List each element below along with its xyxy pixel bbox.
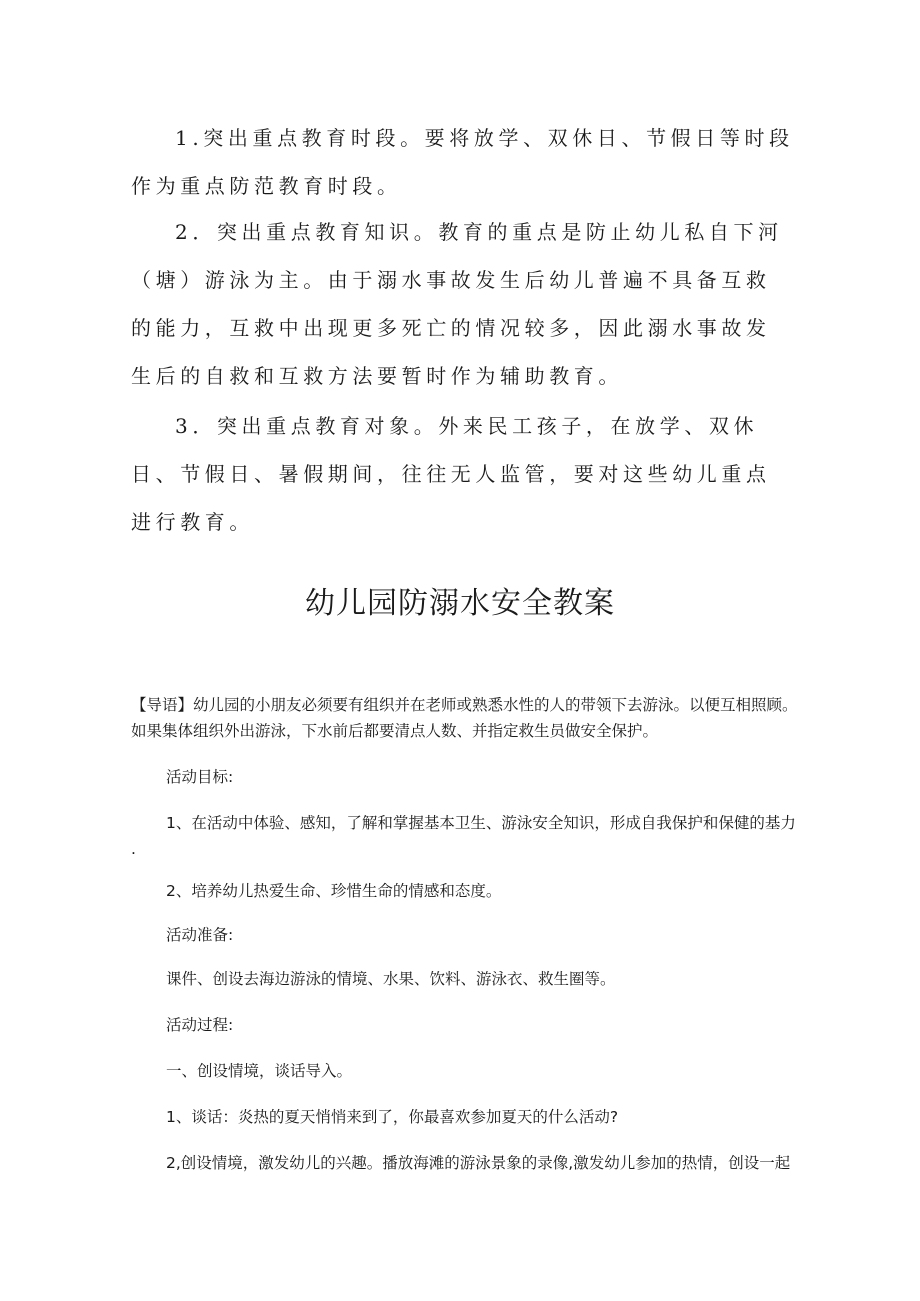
- goal-item-1-tail: .: [131, 840, 136, 858]
- process-step-1: 一、创设情境，谈话导入。: [166, 1062, 353, 1080]
- prep-heading: 活动准备:: [166, 926, 234, 944]
- goal-item-1: 1、在活动中体验、感知，了解和掌握基本卫生、游泳安全知识，形成自我保护和保健的基力: [166, 814, 796, 832]
- prep-text: 课件、创设去海边游泳的情境、水果、饮料、游泳衣、救生圈等。: [166, 970, 616, 988]
- process-heading: 活动过程:: [166, 1016, 234, 1034]
- process-step-1-1: 1、谈话：炎热的夏天悄悄来到了，你最喜欢参加夏天的什么活动?: [166, 1108, 619, 1126]
- paragraph-text: 3．突出重点教育对象。外来民工孩子，在放学、双休日、节假日、暑假期间，往往无人监管，要对这些幼儿重点进行教育。: [131, 414, 771, 534]
- paragraph-text: 1.突出重点教育时段。要将放学、双休日、节假日等时段作为重点防范教育时段。: [131, 126, 794, 198]
- paragraph-focus-target: [131, 402, 795, 546]
- process-step-1-2: 2,创设情境，激发幼儿的兴趣。播放海滩的游泳景象的录像,激发幼儿参加的热情，创设一起: [166, 1154, 791, 1172]
- goal-item-2: 2、培养幼儿热爱生命、珍惜生命的情感和态度。: [166, 882, 502, 900]
- intro-paragraph: 【导语】幼儿园的小朋友必须要有组织并在老师或熟悉水性的人的带领下去游泳。以便互相照顾。如果集体组织外出游泳，下水前后都要清点人数、并指定救生员做安全保护。: [131, 696, 798, 740]
- paragraph-focus-time: [131, 114, 795, 210]
- paragraph-focus-knowledge: [131, 208, 795, 400]
- page-title: 幼儿园防溺水安全教案: [305, 586, 615, 621]
- paragraph-text: 2．突出重点教育知识。教育的重点是防止幼儿私自下河（塘）游泳为主。由于溺水事故发生后幼儿普遍不具备互救的能力，互救中出现更多死亡的情况较多，因此溺水事故发生后的自救和互救方法要暂时作为辅助教育。: [131, 220, 783, 388]
- goal-heading: 活动目标:: [166, 768, 234, 786]
